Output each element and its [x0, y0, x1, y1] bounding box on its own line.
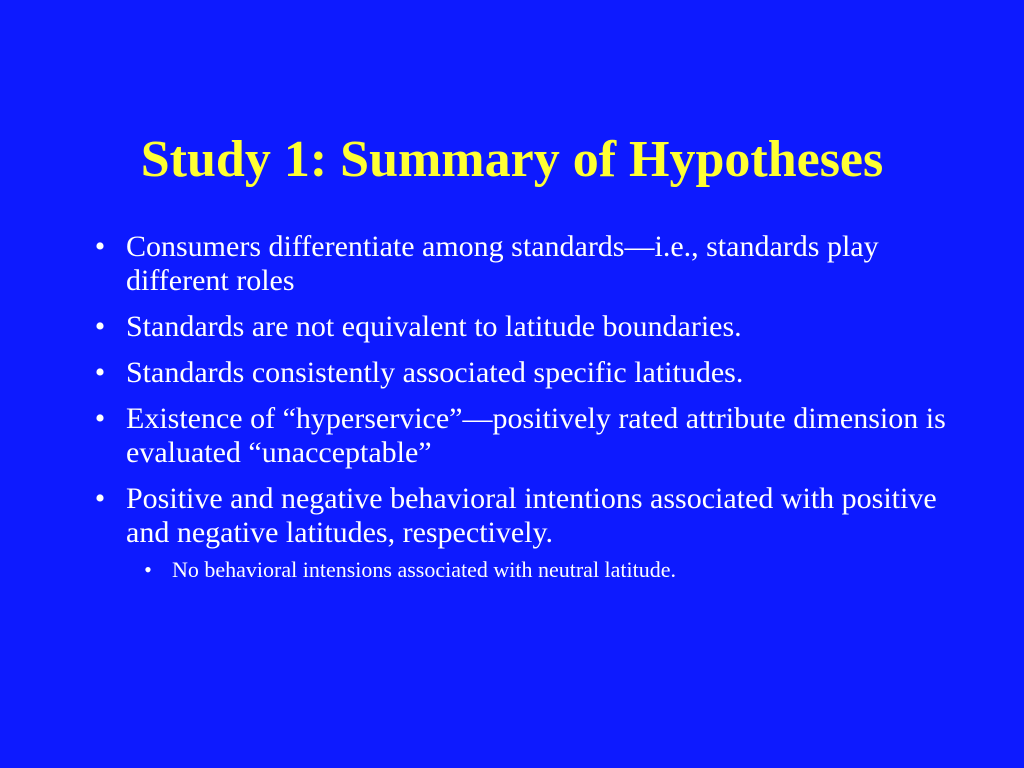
bullet-list — [88, 230, 958, 596]
bullet-text: Standards are not equivalent to latitude boundaries. — [126, 310, 742, 343]
bullet-text: Existence of “hyperservice”—positively rated attribute dimension is evaluated “unacceptable” — [126, 402, 946, 469]
sub-bullet-item — [126, 556, 958, 584]
sub-bullet-text: No behavioral intensions associated with neutral latitude. — [172, 557, 677, 582]
bullet-item — [88, 310, 958, 344]
bullet-item — [88, 230, 958, 298]
bullet-text: Consumers differentiate among standards—i.e., standards play different roles — [126, 230, 879, 297]
bullet-icon: • — [94, 310, 106, 343]
bullet-item — [88, 482, 958, 584]
bullet-icon: • — [94, 230, 106, 263]
bullet-icon: • — [94, 356, 106, 389]
bullet-icon: • — [94, 402, 106, 435]
slide-title: Study 1: Summary of Hypotheses — [140, 131, 884, 188]
sub-bullet-icon: • — [144, 557, 152, 582]
bullet-item — [88, 356, 958, 390]
bullet-text: Positive and negative behavioral intentions associated with positive and negative latitudes, respectively. — [126, 482, 937, 549]
bullet-item — [88, 402, 958, 470]
bullet-text: Standards consistently associated specific latitudes. — [126, 356, 744, 389]
sub-bullet-list — [126, 556, 958, 584]
bullet-icon: • — [94, 482, 106, 515]
